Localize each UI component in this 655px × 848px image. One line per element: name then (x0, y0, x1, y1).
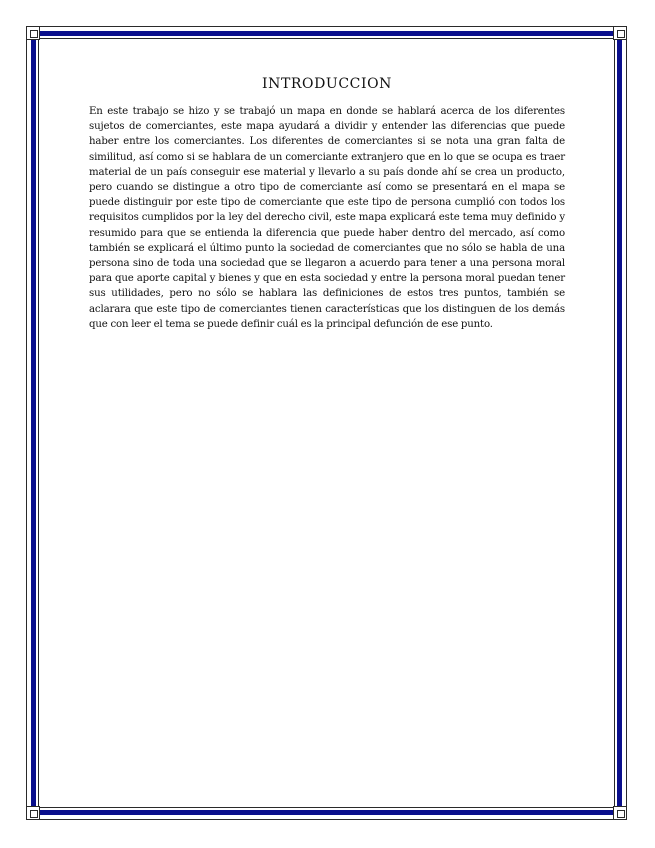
corner-ornament-top-left (26, 26, 40, 40)
corner-ornament-top-right (613, 26, 627, 40)
corner-ornament-bottom-right (613, 806, 627, 820)
corner-ornament-bottom-left (26, 806, 40, 820)
introduction-paragraph: En este trabajo se hizo y se trabajó un mapa en donde se hablará acerca de los diferentes sujetos de comerciantes, este mapa ayudará a dividir y entender las diferencias que puede haber entre los comerciantes. Los diferentes de comerciantes si se nota una gran falta de similitud, así como si se hablara de un comerciante extranjero que en lo que se ocupa es traer material de un país conseguir ese material y llevarlo a su país donde ahí se crea un producto, pero cuando se distingue a otro tipo de comerciante así como se presentará en el mapa se puede distinguir por este tipo de comerciante que este tipo de persona cumplió con todos los requisitos cumplidos por la ley del derecho civil, este mapa explicará este tema muy definido y resumido para que se entienda la diferencia que puede haber dentro del mercado, así como también se explicará el último punto la sociedad de comerciantes que no sólo se habla de una persona sino de toda una sociedad que se llegaron a acuerdo para tener a una persona moral para que aporte capital y bienes y que en esta sociedad y entre la persona moral puedan tener sus utilidades, pero no sólo se hablara las definiciones de estos tres puntos, también se aclarara que este tipo de comerciantes tienen características que los distinguen de los demás que con leer el tema se puede definir cuál es la principal defunción de ese punto. (89, 106, 565, 330)
document-title: INTRODUCCION (261, 76, 393, 92)
document-content (89, 76, 565, 332)
